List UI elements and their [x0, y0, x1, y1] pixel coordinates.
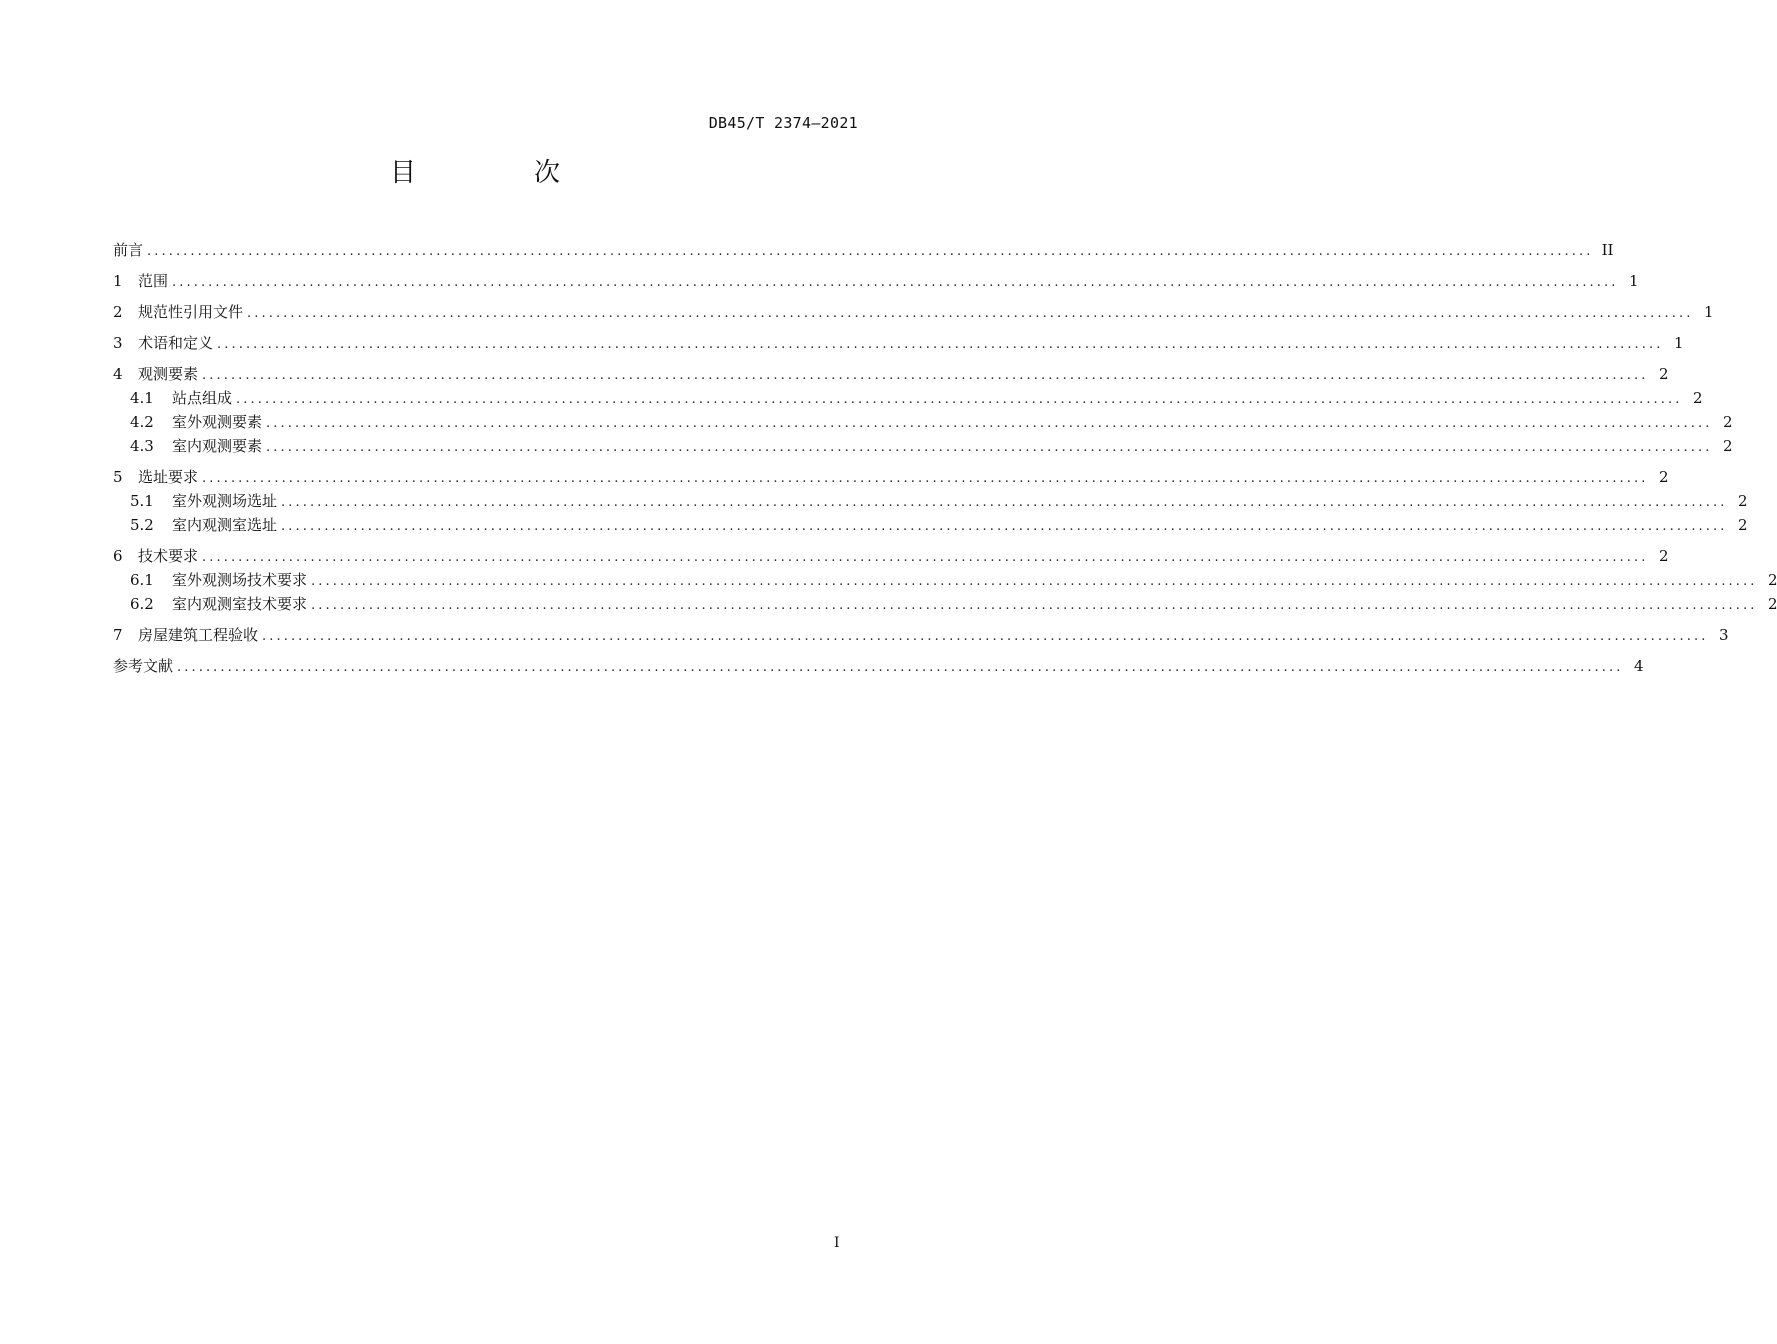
toc-entry-label: 选址要求: [138, 468, 199, 486]
toc-entry[interactable]: [113, 269, 1639, 293]
toc-entry[interactable]: [113, 386, 1703, 410]
toc-entry-page: 2: [1767, 595, 1777, 613]
toc-entry-number: 4: [113, 365, 123, 383]
toc-entry-page: 2: [1658, 468, 1669, 486]
toc-entry-label: 室内观测室技术要求: [172, 595, 308, 613]
toc-entry-page: 2: [1722, 413, 1733, 431]
toc-entry-title: [113, 238, 147, 262]
toc-entry-number: 5.2: [130, 516, 154, 534]
toc-entry-number: 6.1: [130, 571, 154, 589]
toc-entry-page: 3: [1718, 626, 1729, 644]
toc-entry-number: 6.2: [130, 595, 154, 613]
toc-entry-label: 技术要求: [138, 547, 199, 565]
toc-entry[interactable]: [113, 592, 1777, 616]
toc-entry-number: 6: [113, 547, 123, 565]
toc-leader-dots: ........................................................................................................................................................................................................: [311, 598, 1758, 613]
toc-entry-label: 房屋建筑工程验收: [138, 626, 259, 644]
toc-entry-title: [113, 300, 247, 324]
toc-entry-title: [113, 386, 236, 410]
toc-entry-label: 室内观测要素: [172, 437, 263, 455]
toc-entry-label: 室外观测场选址: [172, 492, 278, 510]
toc-leader-dots: ........................................................................................................................................................................................................: [217, 337, 1664, 352]
toc-entry-title: [113, 489, 281, 513]
toc-entry-page: 2: [1658, 365, 1669, 383]
toc-entry[interactable]: [113, 434, 1733, 458]
toc-entry-title: [113, 623, 262, 647]
toc-leader-dots: ........................................................................................................................................................................................................: [202, 368, 1649, 383]
toc-entry-number: 3: [113, 334, 123, 352]
toc-entry-label: 术语和定义: [138, 334, 214, 352]
toc-entry-page: 2: [1692, 389, 1703, 407]
toc-leader-dots: ........................................................................................................................................................................................................: [177, 660, 1624, 675]
toc-entry[interactable]: [113, 300, 1714, 324]
toc-leader-dots: ........................................................................................................................................................................................................: [202, 471, 1649, 486]
toc-entry-label: 室内观测室选址: [172, 516, 278, 534]
document-code: DB45/T 2374—2021: [708, 114, 858, 132]
toc-entry[interactable]: [113, 513, 1748, 537]
footer-page-number: I: [834, 1235, 840, 1251]
toc-entry-number: 4.3: [130, 437, 154, 455]
toc-entry-title: [113, 592, 311, 616]
toc-leader-dots: ........................................................................................................................................................................................................: [266, 416, 1713, 431]
toc-leader-dots: ........................................................................................................................................................................................................: [172, 275, 1619, 290]
toc-entry-label: 站点组成: [172, 389, 233, 407]
toc-entry[interactable]: [113, 362, 1669, 386]
toc-entry-page: 1: [1703, 303, 1714, 321]
toc-leader-dots: ........................................................................................................................................................................................................: [202, 550, 1649, 565]
toc-entry[interactable]: [113, 654, 1644, 678]
toc-leader-dots: ........................................................................................................................................................................................................: [311, 574, 1758, 589]
toc-entry-page: 1: [1628, 272, 1639, 290]
toc-entry-title: [113, 544, 202, 568]
toc-entry-number: 5.1: [130, 492, 154, 510]
toc-entry[interactable]: [113, 568, 1777, 592]
toc-entry[interactable]: [113, 489, 1748, 513]
toc-entry-number: 2: [113, 303, 123, 321]
table-of-contents: [113, 238, 1777, 678]
toc-entry-label: 观测要素: [138, 365, 199, 383]
toc-entry[interactable]: [113, 331, 1684, 355]
toc-entry-title: [113, 410, 266, 434]
toc-entry[interactable]: [113, 544, 1669, 568]
toc-entry-number: 1: [113, 272, 123, 290]
toc-entry-label: 范围: [138, 272, 169, 290]
toc-entry[interactable]: [113, 623, 1729, 647]
toc-entry-label: 室外观测要素: [172, 413, 263, 431]
toc-entry-page: 2: [1722, 437, 1733, 455]
toc-entry-title: [113, 568, 311, 592]
toc-leader-dots: ........................................................................................................................................................................................................: [147, 244, 1594, 259]
toc-leader-dots: ........................................................................................................................................................................................................: [236, 392, 1683, 407]
toc-entry[interactable]: [113, 238, 1614, 262]
toc-entry-number: 4.2: [130, 413, 154, 431]
toc-leader-dots: ........................................................................................................................................................................................................: [281, 495, 1728, 510]
toc-entry-title: [113, 331, 217, 355]
toc-entry-title: [113, 654, 177, 678]
toc-entry-page: 2: [1767, 571, 1777, 589]
toc-entry-title: [113, 434, 266, 458]
toc-entry-label: 室外观测场技术要求: [172, 571, 308, 589]
toc-leader-dots: ........................................................................................................................................................................................................: [281, 519, 1728, 534]
toc-entry-label: 前言: [113, 241, 144, 259]
toc-entry-label: 规范性引用文件: [138, 303, 244, 321]
toc-entry-page: 2: [1658, 547, 1669, 565]
page-title: 目 次: [389, 158, 606, 188]
toc-leader-dots: ........................................................................................................................................................................................................: [262, 629, 1709, 644]
toc-entry-title: [113, 513, 281, 537]
toc-entry[interactable]: [113, 410, 1733, 434]
toc-entry-title: [113, 465, 202, 489]
toc-leader-dots: ........................................................................................................................................................................................................: [247, 306, 1694, 321]
toc-entry-number: 4.1: [130, 389, 154, 407]
toc-entry-page: 1: [1673, 334, 1684, 352]
toc-entry-number: 5: [113, 468, 123, 486]
toc-entry-title: [113, 269, 172, 293]
toc-entry[interactable]: [113, 465, 1669, 489]
toc-entry-label: 参考文献: [113, 657, 174, 675]
toc-entry-page: 2: [1737, 492, 1748, 510]
toc-leader-dots: ........................................................................................................................................................................................................: [266, 440, 1713, 455]
toc-entry-page: 2: [1737, 516, 1748, 534]
toc-entry-number: 7: [113, 626, 123, 644]
toc-entry-title: [113, 362, 202, 386]
toc-entry-page: II: [1601, 241, 1614, 259]
toc-entry-page: 4: [1633, 657, 1644, 675]
